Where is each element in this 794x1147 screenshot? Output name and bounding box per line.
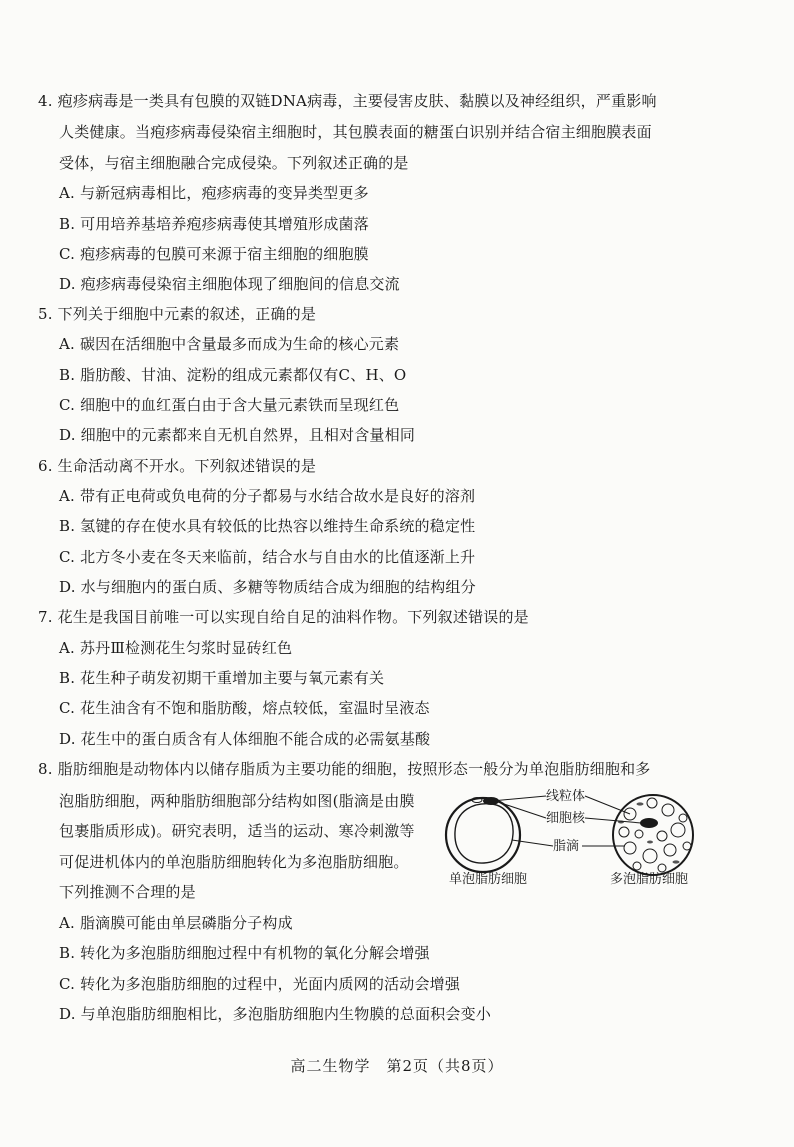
question-7-stem: 7. 花生是我国目前唯一可以实现自给自足的油料作物。下列叙述错误的是: [38, 608, 529, 626]
question-4-option-c: C. 疱疹病毒的包膜可来源于宿主细胞的细胞膜: [59, 245, 369, 263]
question-8-stem-line-3: 包裹脂质形成)。研究表明，适当的运动、寒冷刺激等: [59, 822, 415, 840]
question-6-stem: 6. 生命活动离不开水。下列叙述错误的是: [38, 457, 317, 475]
question-7-option-a: A. 苏丹Ⅲ检测花生匀浆时显砖红色: [59, 639, 293, 657]
multilocular-fat-cell: [613, 795, 693, 875]
question-8-option-a: A. 脂滴膜可能由单层磷脂分子构成: [59, 914, 293, 932]
question-8-option-d: D. 与单泡脂肪细胞相比，多泡脂肪细胞内生物膜的总面积会变小: [59, 1005, 492, 1023]
question-8-option-b: B. 转化为多泡脂肪细胞过程中有机物的氧化分解会增强: [59, 944, 430, 962]
multilocular-nucleus: [640, 818, 658, 828]
label-unilocular-fat-cell: 单泡脂肪细胞: [449, 872, 528, 887]
question-4-stem-line-1: 4. 疱疹病毒是一类具有包膜的双链DNA病毒，主要侵害皮肤、黏膜以及神经组织，严重影响: [38, 92, 657, 110]
label-multilocular-fat-cell: 多泡脂肪细胞: [610, 872, 689, 887]
unilocular-lipid-droplet: [455, 804, 513, 863]
label-lipid-droplet: 脂滴: [553, 839, 580, 854]
question-8-stem-line-1: 8. 脂肪细胞是动物体内以储存脂质为主要功能的细胞，按照形态一般分为单泡脂肪细胞和多: [38, 760, 651, 778]
question-4-option-a: A. 与新冠病毒相比，疱疹病毒的变异类型更多: [59, 184, 369, 202]
question-6-option-d: D. 水与细胞内的蛋白质、多糖等物质结合成为细胞的结构组分: [59, 578, 476, 596]
unilocular-cell-membrane: [446, 798, 520, 872]
question-5-option-c: C. 细胞中的血红蛋白由于含大量元素铁而呈现红色: [59, 396, 400, 414]
question-4-option-d: D. 疱疹病毒侵染宿主细胞体现了细胞间的信息交流: [59, 275, 400, 293]
label-nucleus: 细胞核: [546, 811, 586, 826]
question-5-stem: 5. 下列关于细胞中元素的叙述，正确的是: [38, 305, 317, 323]
question-5-option-a: A. 碳因在活细胞中含量最多而成为生命的核心元素: [59, 335, 400, 353]
question-6-option-b: B. 氢键的存在使水具有较低的比热容以维持生命系统的稳定性: [59, 517, 476, 535]
question-5-option-d: D. 细胞中的元素都来自无机自然界，且相对含量相同: [59, 426, 416, 444]
multilocular-mitochondria: [618, 802, 680, 863]
multilocular-lipid-droplets: [619, 798, 691, 872]
fat-cell-figure: [440, 780, 710, 892]
question-6-option-c: C. 北方冬小麦在冬天来临前，结合水与自由水的比值逐渐上升: [59, 548, 476, 566]
unilocular-fat-cell: [446, 797, 520, 872]
question-7-option-b: B. 花生种子萌发初期干重增加主要与氧元素有关: [59, 669, 385, 687]
question-8-stem-line-2: 泡脂肪细胞，两种脂肪细胞部分结构如图(脂滴是由膜: [59, 792, 415, 810]
multilocular-cell-membrane: [613, 795, 693, 875]
page-footer: 高二生物学 第2页（共8页）: [290, 1057, 504, 1075]
question-5-option-b: B. 脂肪酸、甘油、淀粉的组成元素都仅有C、H、O: [59, 366, 407, 384]
question-4-stem-line-3: 受体，与宿主细胞融合完成侵染。下列叙述正确的是: [59, 154, 409, 172]
question-4-option-b: B. 可用培养基培养疱疹病毒使其增殖形成菌落: [59, 215, 369, 233]
question-8-option-c: C. 转化为多泡脂肪细胞的过程中，光面内质网的活动会增强: [59, 975, 461, 993]
question-4-stem-line-2: 人类健康。当疱疹病毒侵染宿主细胞时，其包膜表面的糖蛋白识别并结合宿主细胞膜表面: [59, 123, 652, 141]
question-7-option-c: C. 花生油含有不饱和脂肪酸，熔点较低，室温时呈液态: [59, 699, 430, 717]
question-7-option-d: D. 花生中的蛋白质含有人体细胞不能合成的必需氨基酸: [59, 730, 431, 748]
label-mitochondria: 线粒体: [546, 789, 586, 804]
question-6-option-a: A. 带有正电荷或负电荷的分子都易与水结合故水是良好的溶剂: [59, 487, 476, 505]
question-8-stem-line-4: 可促进机体内的单泡脂肪细胞转化为多泡脂肪细胞。: [59, 853, 409, 871]
question-8-stem-line-5: 下列推测不合理的是: [59, 883, 196, 901]
